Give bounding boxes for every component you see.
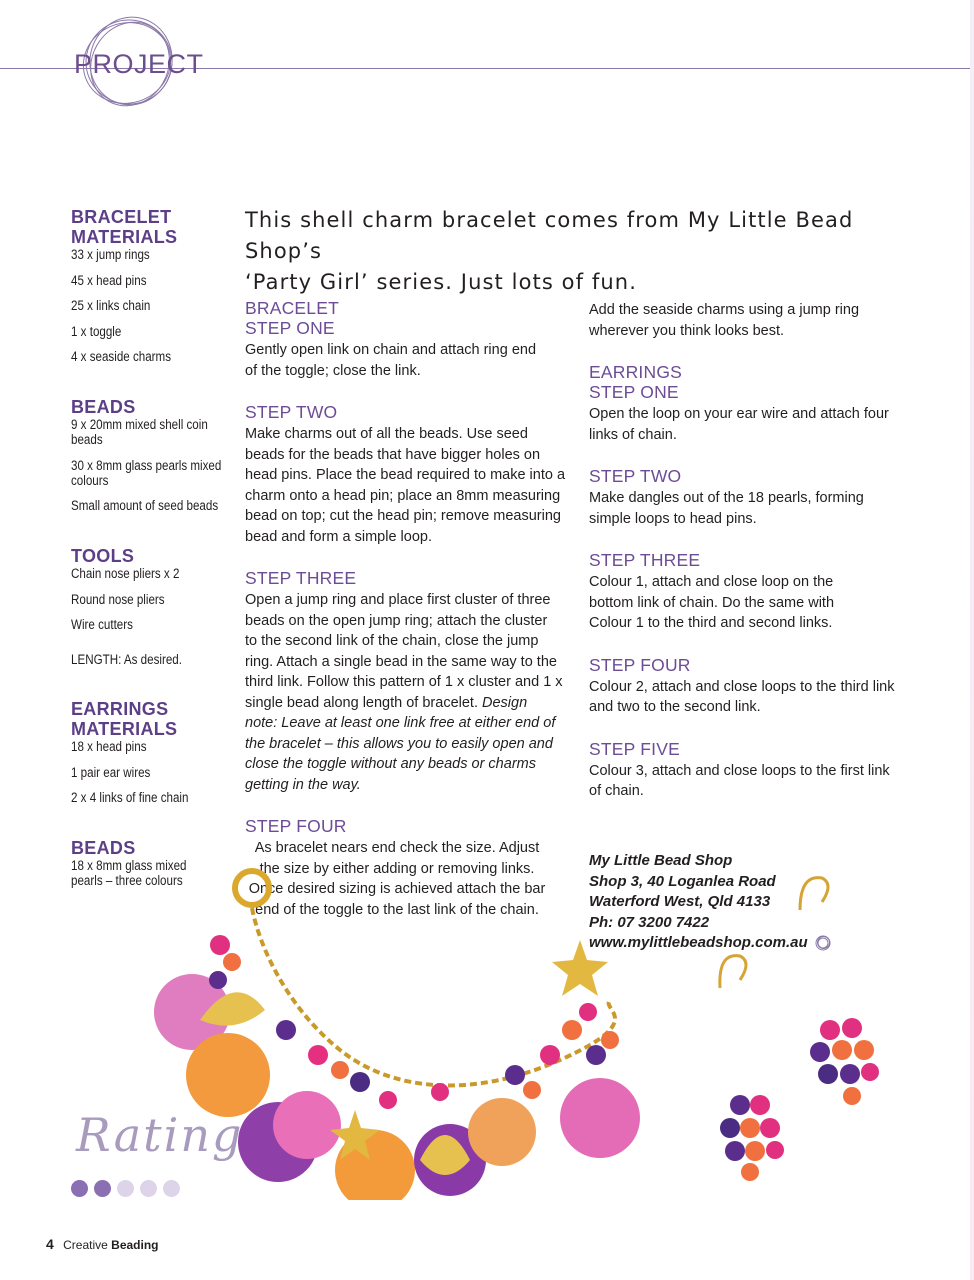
magazine-name-light: Creative: [63, 1238, 108, 1252]
rating-dot-filled: [94, 1180, 111, 1197]
shell-coin: [560, 1078, 640, 1158]
intro-text: [245, 205, 905, 298]
bracelet-beads: [71, 397, 231, 513]
shop-address-2: Waterford West, Qld 4133: [589, 893, 771, 910]
list-item: 4 x seaside charms: [71, 349, 172, 364]
bracelet-continuation: Add the seaside charms using a jump ring wherever you think looks best.: [589, 302, 860, 339]
earrings-materials-heading-2: MATERIALS: [71, 719, 178, 739]
list-item: 2 x 4 links of fine chain: [71, 790, 189, 805]
tools: [71, 546, 231, 632]
bracelet-instructions: [245, 298, 575, 920]
bracelet-beads-heading: BEADS: [71, 397, 136, 417]
ear-wire: [720, 956, 746, 988]
step-three-text: Open a jump ring and place first cluster of three beads on the open jump ring; attach the cluster to the second link of the chain, close the jump ring. Attach a single bead in the same way to the third link. Follow this pattern of 1 x cluster and 1 x single bead along length of bracelet.: [245, 592, 563, 711]
list-item: 1 pair ear wires: [71, 764, 151, 780]
page-edge: [970, 0, 974, 1280]
bracelet-materials: [71, 207, 231, 364]
list-item: 9 x 20mm mixed shell coin beads: [71, 417, 208, 447]
list-item: Chain nose pliers x 2: [71, 566, 180, 581]
step-title: STEP THREE: [245, 568, 357, 588]
rating-dot-empty: [117, 1180, 134, 1197]
step-title: STEP ONE: [245, 318, 335, 338]
rating-dots: [71, 1180, 180, 1197]
bracelet-materials-heading-2: MATERIALS: [71, 227, 178, 247]
design-note: Design note: Leave at least one link free at either end of the bracelet – this allows you to easily open and close the toggle without any beads or charms getting in the way.: [245, 694, 556, 793]
shop-address-1: Shop 3, 40 Loganlea Road: [589, 872, 776, 890]
shop-name: My Little Bead Shop: [589, 852, 733, 869]
rating-dot-filled: [71, 1180, 88, 1197]
magazine-name-bold: Beading: [111, 1238, 159, 1252]
earrings-instructions: [589, 298, 919, 802]
bracelet-materials-heading-1: BRACELET: [71, 207, 172, 227]
step-title: STEP FOUR: [245, 816, 347, 836]
list-item: Wire cutters: [71, 617, 133, 632]
step-text: Make dangles out of the 18 pearls, forming simple loops to head pins.: [589, 490, 864, 527]
list-item: 33 x jump rings: [71, 247, 150, 262]
materials-sidebar: [71, 207, 231, 899]
shell-coin: [468, 1098, 536, 1166]
earrings-beads-heading: BEADS: [71, 838, 136, 858]
page-number: 4: [46, 1236, 54, 1252]
shell-coin: [186, 1033, 270, 1117]
length-note: LENGTH: As desired.: [71, 652, 182, 667]
step-text: Gently open link on chain and attach ring end of the toggle; close the link.: [245, 342, 537, 379]
list-item: Small amount of seed beads: [71, 498, 219, 513]
list-item: 18 x head pins: [71, 739, 147, 754]
earrings-materials-heading-1: EARRINGS: [71, 699, 169, 719]
page-footer: [46, 1236, 159, 1252]
ear-wire: [800, 878, 828, 910]
list-item: 30 x 8mm glass pearls mixed colours: [71, 457, 222, 488]
bracelet-section-title: BRACELET: [245, 298, 339, 318]
starfish-charm: [552, 940, 608, 996]
toggle-ring: [235, 871, 269, 905]
shell-coin: [273, 1091, 341, 1159]
chain: [252, 908, 615, 1085]
list-item: 25 x links chain: [71, 298, 151, 313]
earrings-illustration: [720, 878, 879, 1181]
step-text: As bracelet nears end check the size. Adjust the size by either adding or removing links. Once desired sizing is achieved attach the bar end of the toggle to the last link of the chain.: [248, 840, 546, 918]
rating-dot-empty: [140, 1180, 157, 1197]
shop-website-link[interactable]: www.mylittlebeadshop.com.au: [589, 934, 808, 951]
list-item: 45 x head pins: [71, 272, 147, 288]
earrings-materials: [71, 699, 231, 805]
step-title: STEP ONE: [589, 382, 679, 402]
rating-dot-empty: [163, 1180, 180, 1197]
list-item: Round nose pliers: [71, 591, 165, 607]
step-text: Colour 3, attach and close loops to the first link of chain.: [589, 762, 890, 799]
step-text: [245, 590, 563, 795]
step-text: Colour 1, attach and close loop on the bottom link of chain. Do the same with Colour 1 to the third and second links.: [589, 574, 835, 631]
step-text: Colour 2, attach and close loops to the third link and two to the second link.: [589, 678, 895, 715]
intro-line-2: ‘Party Girl’ series. Just lots of fun.: [245, 270, 637, 294]
step-title: STEP THREE: [589, 550, 701, 570]
section-label: PROJECT: [74, 49, 204, 79]
list-item: 18 x 8mm glass mixed pearls – three colours: [71, 858, 187, 888]
earrings-section-title: EARRINGS: [589, 362, 683, 382]
step-title: STEP FOUR: [589, 654, 691, 675]
tools-heading: TOOLS: [71, 546, 135, 566]
step-title: STEP FIVE: [589, 738, 680, 759]
intro-line-1: This shell charm bracelet comes from My Little Bead Shop’s: [245, 208, 854, 263]
step-title: STEP TWO: [589, 466, 682, 486]
step-title: STEP TWO: [245, 402, 338, 422]
rating-label: Rating: [76, 1108, 244, 1162]
shop-phone: Ph: 07 3200 7422: [589, 913, 710, 931]
step-text: Make charms out of all the beads. Use seed beads for the beads that have bigger holes on head pins. Place the bead required to make into a charm onto a head pin; place an 8mm measuring bead on top; cut the head pin; remove measuring bead and form a simple loop.: [245, 426, 566, 545]
bracelet-earrings-photo: [140, 860, 880, 1200]
list-item: 1 x toggle: [71, 323, 122, 339]
step-text: Open the loop on your ear wire and attach four links of chain.: [589, 406, 889, 443]
